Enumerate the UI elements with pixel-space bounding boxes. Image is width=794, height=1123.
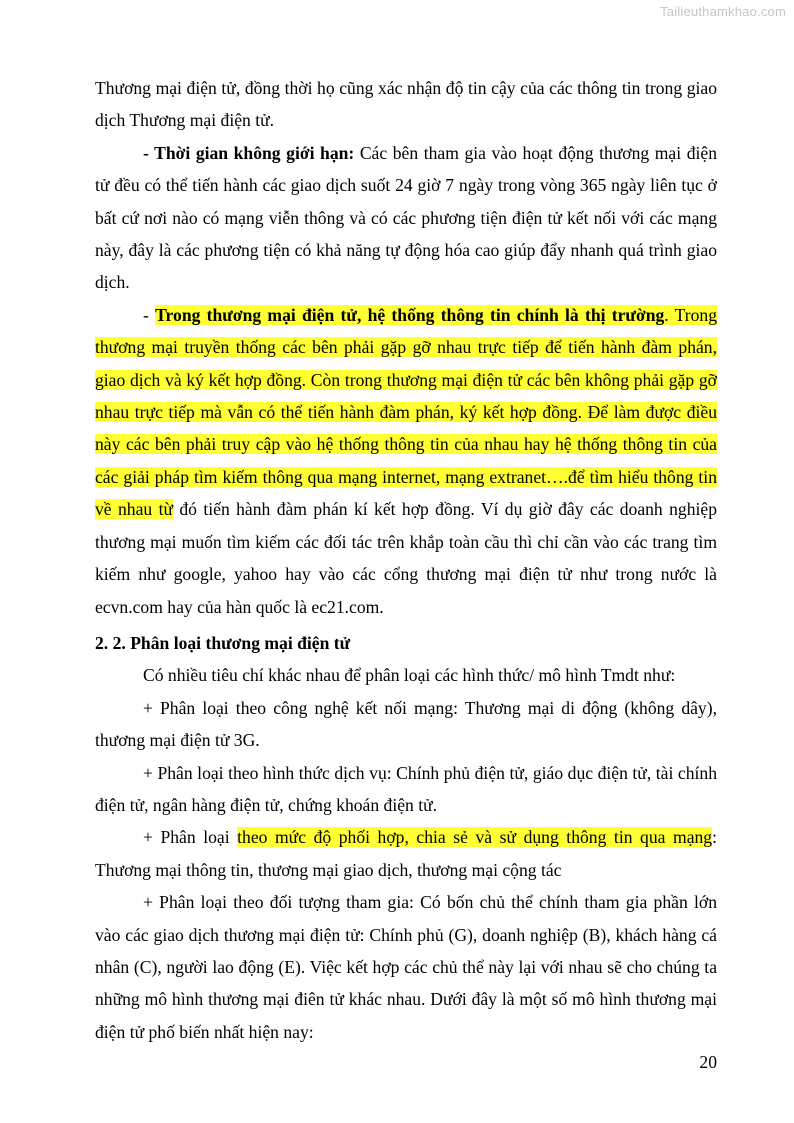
info-system-dash: - [143, 304, 156, 325]
by-cooperation-highlight: theo mức độ phối hợp, chia sẻ và sử dụng thông tin qua mạng [237, 827, 713, 848]
info-system-heading: Trong thương mại điện tử, hệ thống thông tin chính là thị trường [155, 304, 665, 325]
paragraph-by-technology: + Phân loại theo công nghệ kết nối mạng: Thương mại di động (không dây), thương mại điện tử 3G. [95, 697, 717, 751]
page-number: 20 [699, 1052, 717, 1072]
paragraph-intro: Thương mại điện tử, đồng thời họ cũng xác nhận độ tin cậy của các thông tin trong giao dịch Thương mại điện tử. [95, 78, 717, 131]
document-body [95, 72, 717, 1048]
by-cooperation-prefix: + Phân loại [143, 827, 238, 848]
paragraph-criteria: Có nhiều tiêu chí khác nhau để phân loại các hình thức/ mô hình Tmdt như: [143, 665, 676, 686]
paragraph-by-cooperation [95, 821, 717, 886]
paragraph-by-service: + Phân loại theo hình thức dịch vụ: Chính phủ điện tử, giáo dục điện tử, tài chính điện tử, ngân hàng điện tử, chứng khoán điện tử. [95, 762, 717, 815]
watermark: Tailieuthamkhao.com [660, 4, 786, 19]
section-heading: 2. 2. Phân loại thương mại điện tử [95, 632, 351, 653]
paragraph-time-unlimited [95, 137, 717, 299]
paragraph-info-system [95, 299, 717, 623]
info-system-highlighted-text: . Trong thương mại truyền thống các bên phải gặp gỡ nhau trực tiếp để tiến hành đàm phán, giao dịch và ký kết hợp đồng. Còn trong thương mại điện tử các bên không phải gặp gỡ nhau trực tiếp mà vẫn có thể tiến hành đàm phán, ký kết hợp đồng. Để làm được điều này các bên phải truy cập vào hệ thống thông tin của nhau hay hệ thống thông tin của các giải pháp tìm kiếm thông qua mạng internet, mạng extranet….để tìm hiểu thông tin về nhau từ [95, 304, 718, 520]
time-unlimited-heading: - Thời gian không giới hạn: [143, 142, 355, 163]
info-system-text: đó tiến hành đàm phán kí kết hợp đồng. Ví dụ giờ đây các doanh nghiệp thương mại muốn tìm kiếm các đối tác trên khắp toàn cầu thì chỉ cần vào các trang tìm kiếm như google, yahoo hay vào các cổng thương mại điện tử như trong nước là ecvn.com hay của hàn quốc là ec21.com. [95, 499, 717, 617]
time-unlimited-text: Các bên tham gia vào hoạt động thương mại điện tử đều có thể tiến hành các giao dịch suốt 24 giờ 7 ngày trong vòng 365 ngày liên tục ở bất cứ nơi nào có mạng viễn thông và có các phương tiện điện tử kết nối với các mạng này, đây là các phương tiện có khả năng tự động hóa cao giúp đẩy nhanh quá trình giao dịch. [95, 142, 717, 293]
by-cooperation-suffix: : Thương mại thông tin, thương mại giao dịch, thương mại cộng tác [95, 827, 717, 880]
paragraph-by-participant: + Phân loại theo đối tượng tham gia: Có bốn chủ thể chính tham gia phần lớn vào các giao dịch thương mại điện tử: Chính phủ (G), doanh nghiệp (B), khách hàng cá nhân (C), người lao động (E). Việc kết hợp các chủ thể này lại với nhau sẽ cho chúng ta những mô hình thương mại điên tử khác nhau. Dưới đây là một số mô hình thương mại điện tử phố biến nhất hiện nay: [95, 892, 717, 1042]
